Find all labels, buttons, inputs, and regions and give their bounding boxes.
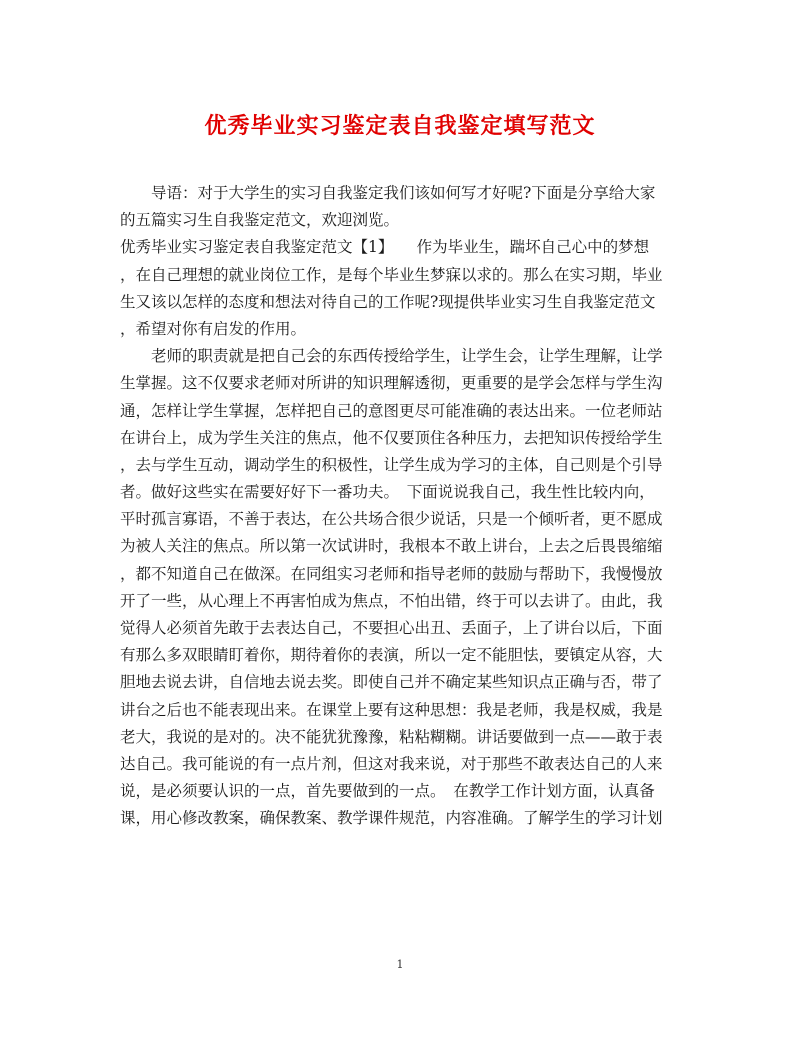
body-line: 讲台之后也不能表现出来。在课堂上要有这种思想：我是老师，我是权威，我是 [120, 700, 663, 719]
body-line: 者。做好这些实在需要好好下一番功夫。 下面说说我自己，我生性比较内向， [120, 483, 655, 502]
body-line: 为被人关注的焦点。所以第一次试讲时，我根本不敢上讲台，上去之后畏畏缩缩 [120, 537, 663, 556]
page-number: 1 [396, 958, 404, 971]
body-line: ，去与学生互动，调动学生的积极性，让学生成为学习的主体，自己则是个引导 [120, 455, 663, 474]
body-line: 在讲台上，成为学生关注的焦点，他不仅要顶住各种压力，去把知识传授给学生 [120, 428, 663, 447]
body-line: ，都不知道自己在做深。在同组实习老师和指导老师的鼓励与帮助下，我慢慢放 [120, 564, 663, 583]
document-body [120, 180, 682, 833]
body-line: 通，怎样让学生掌握，怎样把自己的意图更尽可能准确的表达出来。一位老师站 [120, 401, 663, 420]
body-line: 老大，我说的是对的。决不能犹犹豫豫，粘粘糊糊。讲话要做到一点——敢于表 [120, 727, 663, 746]
body-line: 老师的职责就是把自己会的东西传授给学生，让学生会，让学生理解，让学 [120, 347, 663, 366]
body-line: 有那么多双眼睛盯着你，期待着你的表演，所以一定不能胆怯，要镇定从容，大 [120, 646, 663, 665]
body-line: ，在自己理想的就业岗位工作，是每个毕业生梦寐以求的。那么在实习期，毕业 [120, 265, 663, 284]
body-line: 生掌握。这不仅要求老师对所讲的知识理解透彻，更重要的是学会怎样与学生沟 [120, 374, 663, 393]
body-line: 觉得人必须首先敢于去表达自己，不要担心出丑、丢面子，上了讲台以后，下面 [120, 619, 663, 637]
body-line: 达自己。我可能说的有一点片剂，但这对我来说，对于那些不敢表达自己的人来 [120, 754, 663, 773]
body-line: 的五篇实习生自我鉴定范文，欢迎浏览。 [120, 211, 400, 230]
body-line: 平时孤言寡语，不善于表达，在公共场合很少说话，只是一个倾听者，更不愿成 [120, 510, 663, 529]
body-line: 优秀毕业实习鉴定表自我鉴定范文【1】 作为毕业生，踹坏自己心中的梦想 [120, 238, 650, 257]
document-title: 优秀毕业实习鉴定表自我鉴定填写范文 [204, 114, 596, 139]
body-line: 导语：对于大学生的实习自我鉴定我们该如何写才好呢?下面是分享给大家 [120, 184, 656, 202]
body-line: 课，用心修改教案，确保教案、教学课件规范，内容准确。了解学生的学习计划 [120, 809, 663, 828]
body-line: ，希望对你有启发的作用。 [120, 319, 307, 338]
body-line: 说，是必须要认识的一点，首先要做到的一点。 在教学工作计划方面，认真备 [120, 782, 655, 801]
body-line: 开了一些，从心理上不再害怕成为焦点，不怕出错，终于可以去讲了。由此，我 [120, 591, 663, 610]
body-line: 生又该以怎样的态度和想法对待自己的工作呢?现提供毕业实习生自我鉴定范文 [120, 292, 656, 311]
body-line: 胆地去说去讲，自信地去说去奖。即使自己并不确定某些知识点正确与否，带了 [120, 673, 663, 692]
